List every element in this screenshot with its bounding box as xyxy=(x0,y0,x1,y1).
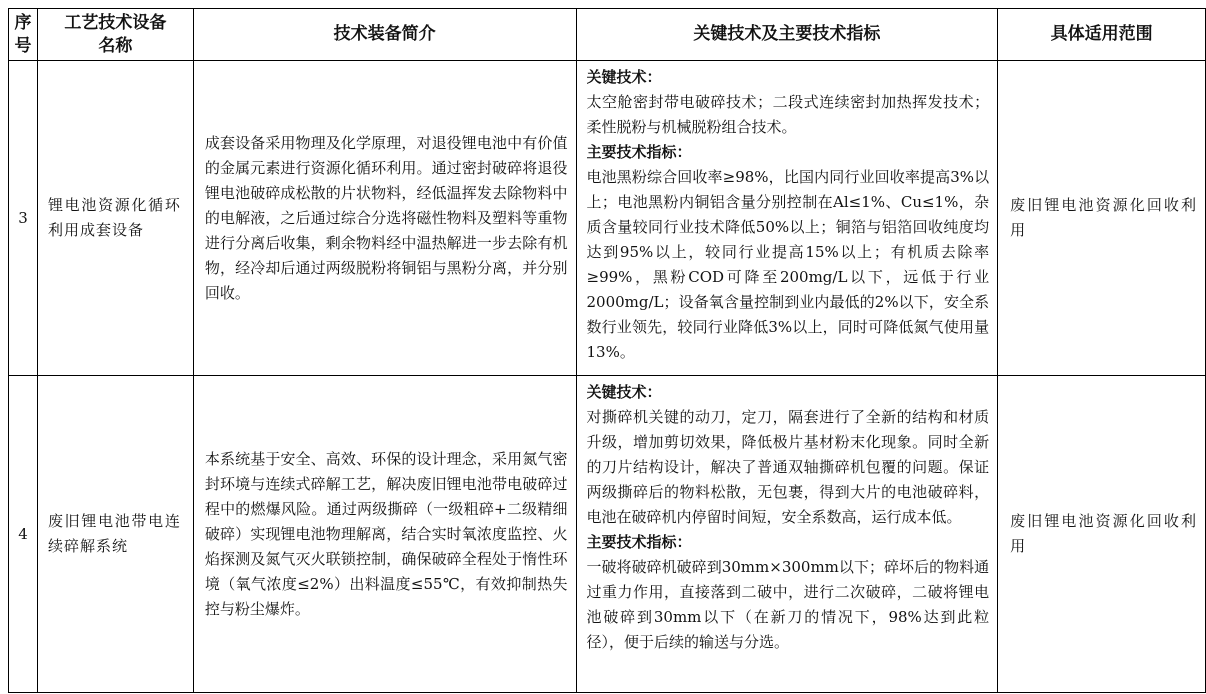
application-scope: 废旧锂电池资源化回收利用 xyxy=(998,61,1206,376)
header-name: 工艺技术设备名称 xyxy=(37,9,193,61)
key-technology-cell xyxy=(576,61,998,376)
metrics-label: 主要技术指标： xyxy=(586,533,692,551)
metrics-text: 一破将破碎机破碎到30mm×300mm以下；碎坏后的物料通过重力作用，直接落到二破中，进行二次破碎，二破将锂电池破碎到30mm以下（在新刀的情况下，98%达到此粒径），便于后续的输送与分选。 xyxy=(586,558,990,651)
row-number: 4 xyxy=(9,376,38,693)
header-row xyxy=(9,9,1206,61)
metrics-text: 电池黑粉综合回收率≥98%，比国内同行业回收率提高3%以上；电池黑粉内铜铝含量分别控制在Al≤1%、Cu≤1%，杂质含量较同行业技术降低50%以上；铜箔与铝箔回收纯度均达到95%以上，较同行业提高15%以上；有机质去除率≥99%，黑粉COD可降至200mg/L以下，远低于行业2000mg/L；设备氧含量控制到业内最低的2%以下，安全系数行业领先，较同行业降低3%以上，同时可降低氮气使用量13%。 xyxy=(586,168,990,361)
row-number: 3 xyxy=(9,61,38,376)
metrics-label: 主要技术指标： xyxy=(586,143,692,161)
header-scope: 具体适用范围 xyxy=(998,9,1206,61)
equipment-description: 本系统基于安全、高效、环保的设计理念，采用氮气密封环境与连续式碎解工艺，解决废旧锂电池带电破碎过程中的燃爆风险。通过两级撕碎（一级粗碎+二级精细破碎）实现锂电池物理解离，结合实时氧浓度监控、火焰探测及氮气灭火联锁控制，确保破碎全程处于惰性环境（氧气浓度≤2%）出料温度≤55℃，有效抑制热失控与粉尘爆炸。 xyxy=(193,376,576,693)
key-technology-text: 太空舱密封带电破碎技术；二段式连续密封加热挥发技术；柔性脱粉与机械脱粉组合技术。 xyxy=(586,93,990,136)
equipment-name: 废旧锂电池带电连续碎解系统 xyxy=(37,376,193,693)
equipment-description: 成套设备采用物理及化学原理，对退役锂电池中有价值的金属元素进行资源化循环利用。通过密封破碎将退役锂电池破碎成松散的片状物料，经低温挥发去除物料中的电解液，之后通过综合分选将磁性物料及塑料等重物进行分离后收集，剩余物料经中温热解进一步去除有机物，经冷却后通过两级脱粉将铜铝与黑粉分离，并分别回收。 xyxy=(193,61,576,376)
equipment-name: 锂电池资源化循环利用成套设备 xyxy=(37,61,193,376)
tech-table xyxy=(8,8,1206,693)
header-num: 序号 xyxy=(9,9,38,61)
header-desc: 技术装备简介 xyxy=(193,9,576,61)
header-key: 关键技术及主要技术指标 xyxy=(576,9,998,61)
table-row xyxy=(9,376,1206,693)
key-technology-label: 关键技术： xyxy=(586,68,662,86)
key-technology-label: 关键技术： xyxy=(586,383,662,401)
key-technology-cell xyxy=(576,376,998,693)
application-scope: 废旧锂电池资源化回收利用 xyxy=(998,376,1206,693)
table-row xyxy=(9,61,1206,376)
key-technology-text: 对撕碎机关键的动刀，定刀，隔套进行了全新的结构和材质升级，增加剪切效果，降低极片基材粉末化现象。同时全新的刀片结构设计，解决了普通双轴撕碎机包覆的问题。保证两级撕碎后的物料松散，无包裹，得到大片的电池破碎料，电池在破碎机内停留时间短，安全系数高，运行成本低。 xyxy=(586,408,990,526)
